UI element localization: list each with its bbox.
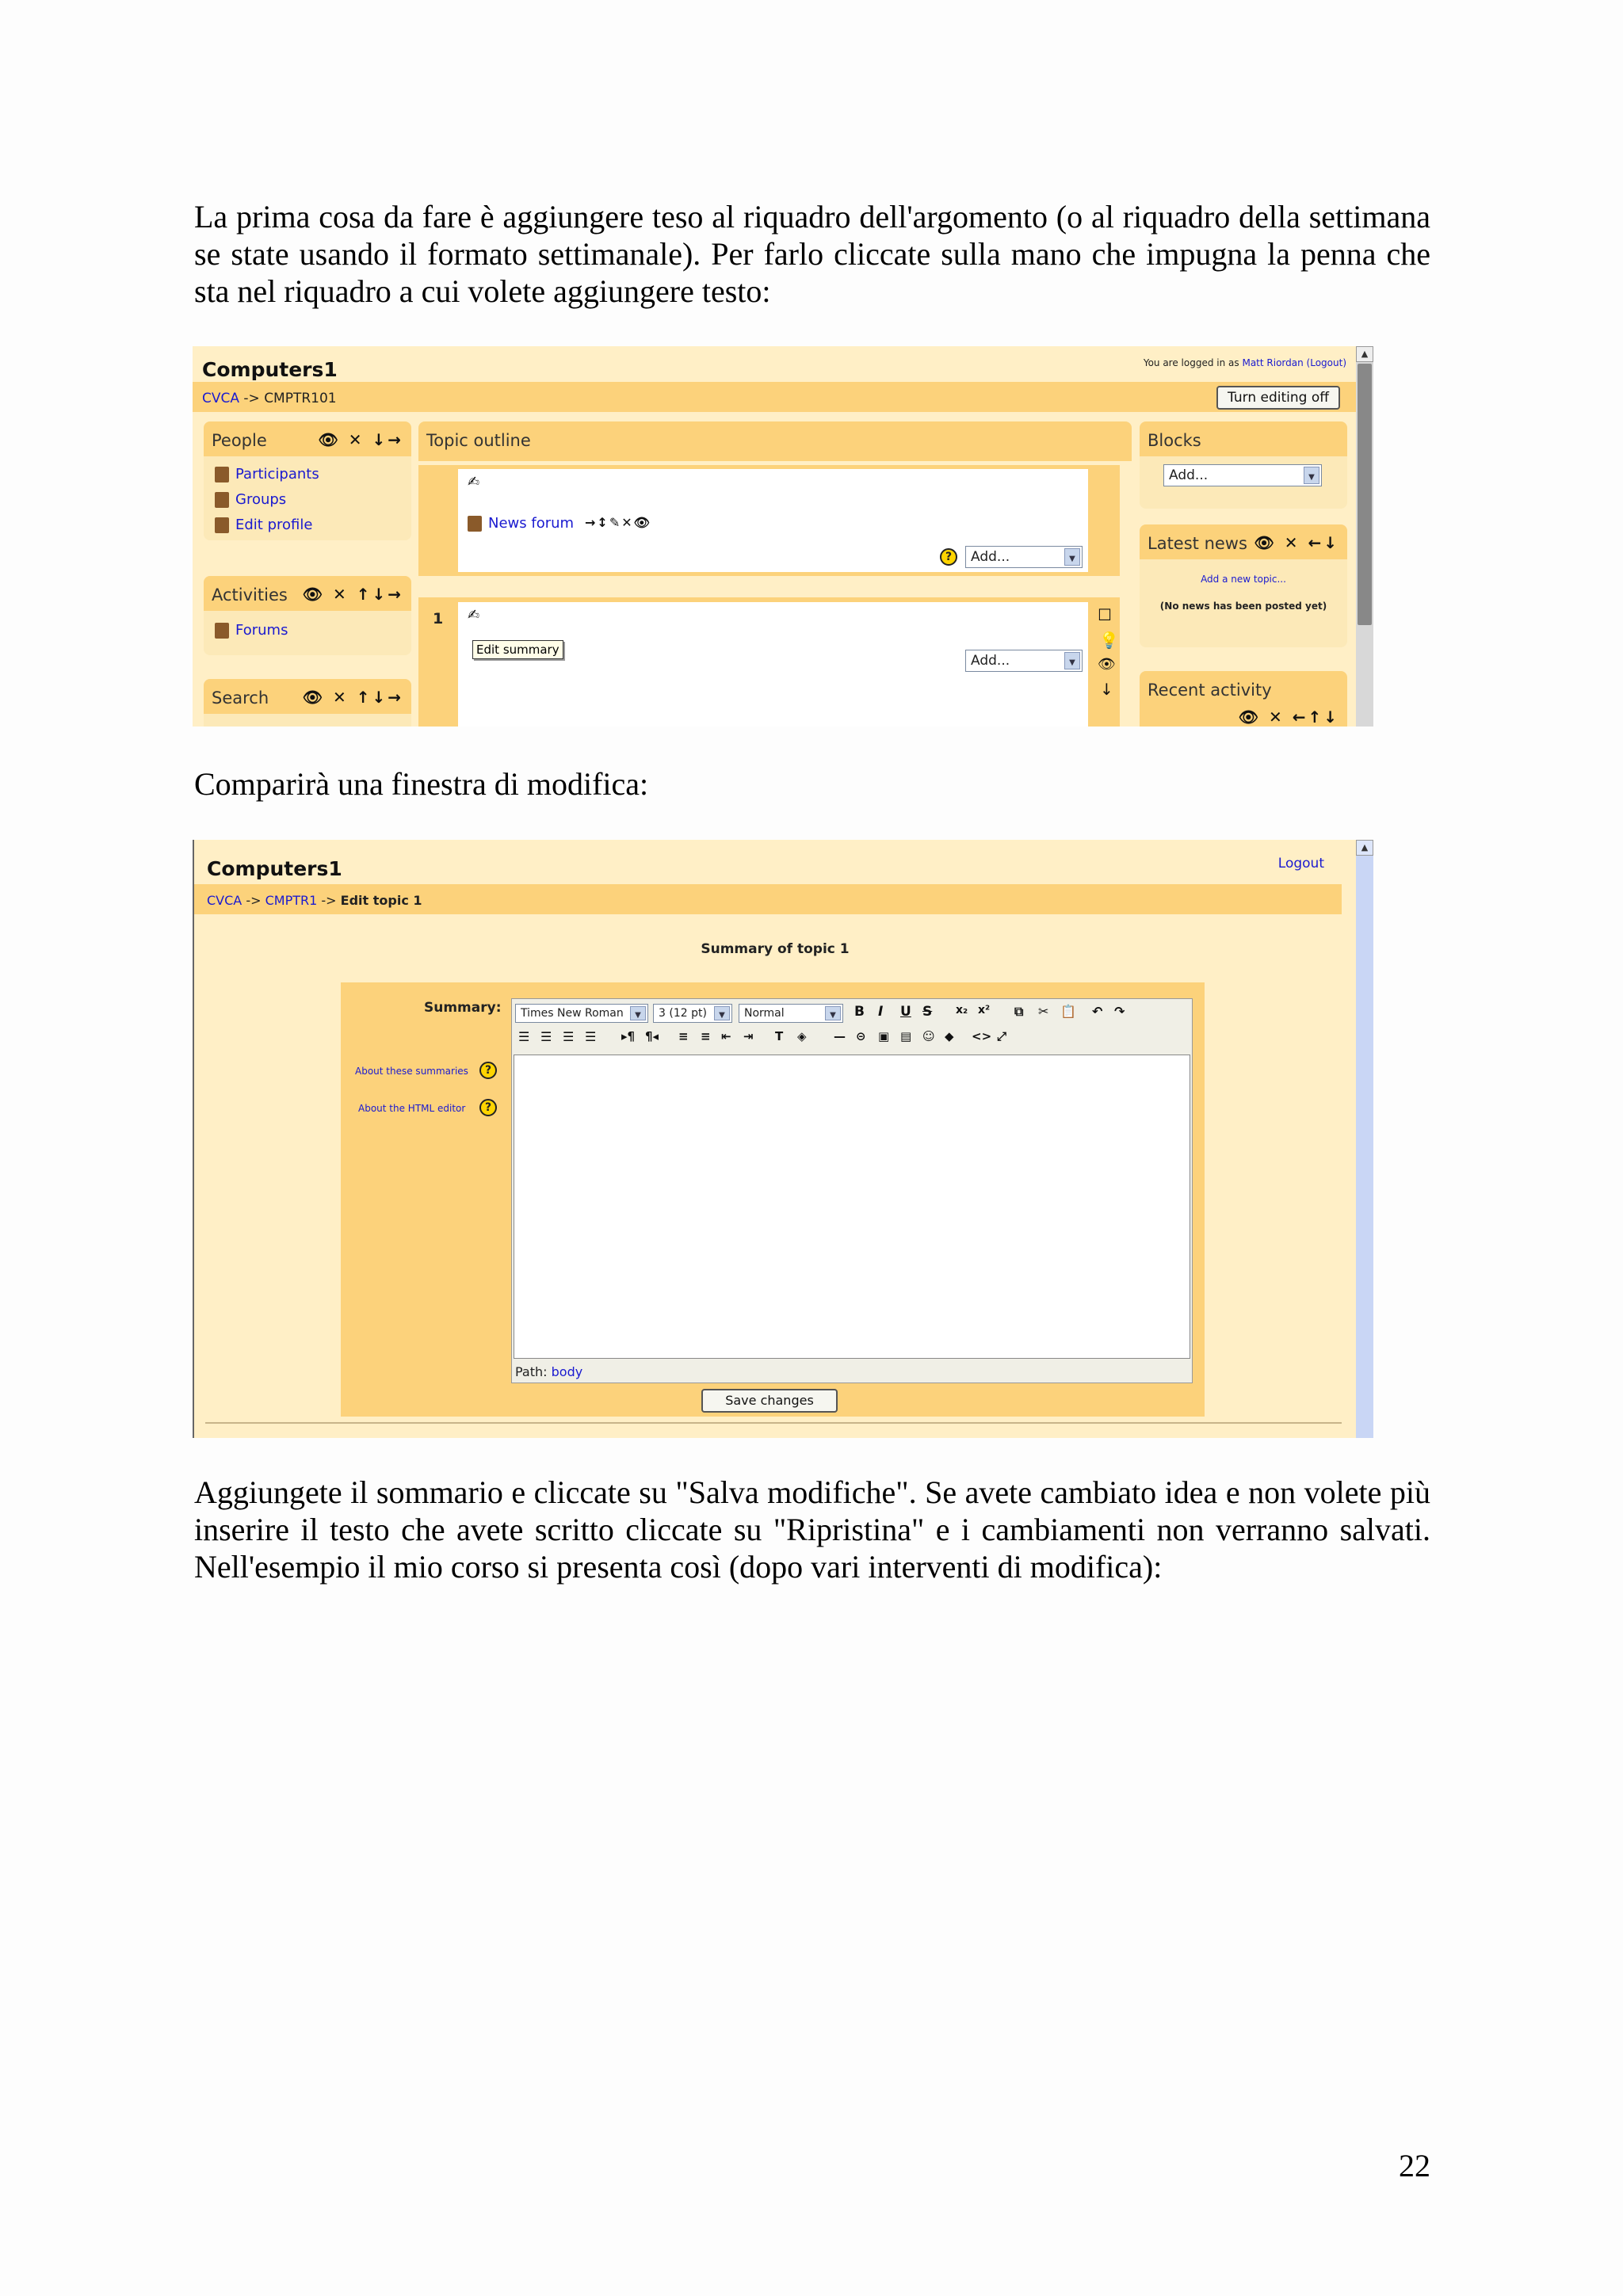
- background-color-icon[interactable]: ◈: [797, 1029, 807, 1043]
- header: [193, 346, 1356, 382]
- strikethrough-icon[interactable]: S: [922, 1004, 933, 1020]
- font-family-select[interactable]: [515, 1004, 648, 1023]
- chevron-down-icon: ▼: [714, 1006, 730, 1020]
- font-size-select-value: 3 (12 pt): [659, 1007, 707, 1020]
- search-block-controls[interactable]: 👁 ✕ ↑↓→: [302, 688, 403, 707]
- news-forum-link[interactable]: [468, 515, 574, 532]
- help-icon[interactable]: ?: [479, 1099, 497, 1116]
- add-activity-select[interactable]: [965, 546, 1083, 568]
- activities-block-header: [204, 576, 411, 611]
- add-activity-select-topic1[interactable]: [965, 650, 1083, 672]
- breadcrumb: [207, 893, 422, 908]
- subscript-icon[interactable]: x₂: [956, 1004, 968, 1016]
- table-icon[interactable]: ▤: [900, 1029, 912, 1043]
- form-title: Summary of topic 1: [701, 941, 850, 957]
- topic-1-row: [418, 597, 1120, 727]
- intro-paragraph: La prima cosa da fare è aggiungere teso al riquadro dell'argomento (o al riquadro della settimana se state usando il formato settimanale). Per farlo cliccate sulla mano che impugna la penna che sta nel riquadro a cui volete aggiungere testo:: [194, 199, 1430, 309]
- page-number: 22: [1399, 2148, 1430, 2183]
- chevron-down-icon: ▼: [1304, 467, 1319, 484]
- logged-in-prefix: You are logged in as: [1143, 357, 1239, 368]
- about-summaries-link[interactable]: About these summaries: [355, 1066, 468, 1077]
- blocks-block-header: [1140, 421, 1347, 456]
- chevron-down-icon: ▼: [1064, 548, 1080, 566]
- unordered-list-icon[interactable]: ≡: [701, 1029, 711, 1043]
- site-title: Computers1: [202, 358, 338, 381]
- paragraph-style-select[interactable]: [739, 1004, 843, 1023]
- ltr-icon[interactable]: ▸¶: [621, 1029, 636, 1043]
- editor-path-bar: [515, 1364, 582, 1379]
- blocks-block-title: Blocks: [1148, 431, 1201, 450]
- scroll-thumb[interactable]: [1358, 364, 1372, 625]
- groups-icon: [215, 492, 229, 508]
- latest-news-header: [1140, 524, 1347, 559]
- align-left-icon[interactable]: ☰: [518, 1029, 530, 1044]
- closing-paragraph: Aggiungete il sommario e cliccate su "Salva modifiche". Se avete cambiato idea e non volete più inserire il testo che avete scritto cliccate su "Ripristina" e i cambiamenti non verranno salvati. Nell'esempio il mio corso si presenta così (dopo vari interventi di modifica):: [194, 1474, 1430, 1585]
- edit-summary-tooltip: Edit summary: [472, 640, 563, 659]
- topic-0-panel: [458, 469, 1088, 572]
- scrollbar[interactable]: [1356, 840, 1373, 1438]
- news-forum-label: News forum: [488, 515, 575, 532]
- image-icon[interactable]: ▣: [878, 1029, 890, 1043]
- add-activity-select-value: Add...: [971, 549, 1010, 565]
- justify-icon[interactable]: ☰: [585, 1029, 597, 1044]
- outdent-icon[interactable]: ⇤: [721, 1029, 731, 1043]
- font-size-select[interactable]: [653, 1004, 732, 1023]
- search-block-header: [204, 679, 411, 714]
- user-link[interactable]: Matt Riordan: [1242, 357, 1304, 368]
- blocks-block: [1140, 421, 1347, 509]
- breadcrumb-home[interactable]: CVCA: [207, 893, 242, 908]
- breadcrumb-bar: [193, 382, 1356, 412]
- add-block-select-value: Add...: [1169, 467, 1209, 483]
- edit-topic-screenshot: [193, 840, 1373, 1438]
- participants-label: Participants: [235, 466, 319, 482]
- news-forum-controls[interactable]: →↕✎✕👁: [585, 515, 651, 530]
- fullscreen-icon[interactable]: ⤢: [997, 1029, 1007, 1043]
- smiley-icon[interactable]: ☺: [922, 1029, 935, 1043]
- latest-news-controls[interactable]: 👁 ✕ ←↓: [1254, 533, 1339, 552]
- breadcrumb-separator: ->: [239, 391, 265, 406]
- italic-icon[interactable]: I: [878, 1004, 884, 1020]
- people-block: [204, 421, 411, 540]
- activities-block-controls[interactable]: 👁 ✕ ↑↓→: [302, 585, 403, 604]
- topic-outline-title: Topic outline: [426, 431, 531, 450]
- save-changes-button[interactable]: Save changes: [701, 1389, 838, 1413]
- breadcrumb-home[interactable]: CVCA: [202, 391, 239, 406]
- breadcrumb-separator: ->: [242, 893, 265, 908]
- news-forum-icon: [468, 516, 482, 532]
- breadcrumb-bar: [194, 884, 1342, 914]
- breadcrumb-current: Edit topic 1: [340, 893, 422, 908]
- path-label: Path:: [515, 1364, 548, 1379]
- breadcrumb-course: CMPTR101: [264, 391, 337, 406]
- edit-profile-link[interactable]: [215, 517, 312, 533]
- logout-link[interactable]: (Logout): [1306, 357, 1346, 368]
- redo-icon[interactable]: ↷: [1114, 1004, 1125, 1019]
- topic-number: 1: [433, 610, 444, 627]
- forums-label: Forums: [235, 622, 288, 639]
- underline-icon[interactable]: U: [900, 1004, 911, 1020]
- link-icon[interactable]: ⊝: [856, 1029, 866, 1043]
- paragraph-style-select-value: Normal: [744, 1007, 785, 1020]
- recent-activity-header: [1140, 671, 1347, 727]
- chevron-down-icon: ▼: [1064, 652, 1080, 669]
- highlight-icon[interactable]: ☐: [1098, 605, 1112, 624]
- scroll-up-icon[interactable]: ▲: [1356, 346, 1373, 362]
- groups-link[interactable]: [215, 491, 286, 508]
- course-page-screenshot: [193, 346, 1373, 727]
- bold-icon[interactable]: B: [854, 1004, 865, 1020]
- edit-profile-label: Edit profile: [235, 517, 313, 533]
- edit-summary-pen-icon[interactable]: ✍: [468, 607, 480, 624]
- lightbulb-icon[interactable]: 💡: [1099, 631, 1119, 650]
- path-value[interactable]: body: [551, 1364, 583, 1379]
- latest-news-block: [1140, 524, 1347, 647]
- ordered-list-icon[interactable]: ≡: [678, 1029, 689, 1043]
- caption-paragraph: Comparirà una finestra di modifica:: [194, 766, 649, 802]
- activities-block-title: Activities: [212, 585, 288, 605]
- copy-icon[interactable]: ⧉: [1014, 1004, 1024, 1019]
- superscript-icon[interactable]: x²: [978, 1004, 991, 1016]
- chevron-down-icon: ▼: [825, 1006, 841, 1020]
- move-down-icon[interactable]: ↓: [1100, 680, 1113, 699]
- participants-link[interactable]: [215, 466, 319, 482]
- recent-activity-title: Recent activity: [1148, 681, 1272, 700]
- editor-toolbar-1: [514, 1001, 1190, 1024]
- search-block: [204, 679, 411, 727]
- scrollbar[interactable]: [1356, 346, 1373, 727]
- people-block-controls[interactable]: 👁 ✕ ↓→: [318, 430, 403, 449]
- header: [194, 840, 1356, 879]
- add-activity-select-topic1-value: Add...: [971, 653, 1010, 669]
- edit-pen-icon[interactable]: ✍: [468, 474, 480, 490]
- align-right-icon[interactable]: ☰: [563, 1029, 575, 1044]
- add-block-select[interactable]: [1163, 464, 1322, 486]
- eye-icon[interactable]: 👁: [1098, 656, 1116, 673]
- summary-label: Summary:: [424, 1000, 502, 1016]
- paste-icon[interactable]: 📋: [1060, 1004, 1076, 1019]
- edit-summary-form: [341, 982, 1205, 1417]
- participants-icon: [215, 467, 229, 482]
- scroll-up-icon[interactable]: ▲: [1356, 840, 1373, 856]
- help-icon[interactable]: ?: [479, 1062, 497, 1079]
- logout-link[interactable]: Logout: [1277, 856, 1324, 871]
- font-family-select-value: Times New Roman: [521, 1007, 624, 1020]
- divider: [205, 1422, 1342, 1424]
- recent-activity-block: [1140, 671, 1347, 727]
- people-block-header: [204, 421, 411, 456]
- help-icon[interactable]: ?: [940, 548, 957, 566]
- site-title: Computers1: [207, 857, 342, 880]
- about-html-editor-link[interactable]: About the HTML editor: [358, 1103, 466, 1114]
- cut-icon[interactable]: ✂: [1038, 1004, 1049, 1019]
- text-color-icon[interactable]: T: [775, 1029, 784, 1043]
- align-center-icon[interactable]: ☰: [540, 1029, 552, 1044]
- latest-news-title: Latest news: [1148, 534, 1247, 553]
- chevron-down-icon: ▼: [630, 1006, 646, 1020]
- summary-text-area[interactable]: [514, 1055, 1190, 1359]
- forums-icon: [215, 623, 229, 639]
- login-info: [1144, 357, 1346, 368]
- add-news-topic-link[interactable]: Add a new topic...: [1201, 574, 1286, 585]
- rtl-icon[interactable]: ¶◂: [645, 1029, 659, 1043]
- groups-label: Groups: [235, 491, 287, 508]
- topic-0-row: [418, 465, 1120, 576]
- html-editor: [511, 998, 1193, 1383]
- undo-icon[interactable]: ↶: [1092, 1004, 1103, 1019]
- breadcrumb-course[interactable]: CMPTR1: [265, 893, 318, 908]
- edit-profile-icon: [215, 517, 229, 533]
- no-news-message: (No news has been posted yet): [1159, 601, 1327, 612]
- horizontal-rule-icon[interactable]: —: [834, 1029, 846, 1043]
- breadcrumb-separator-2: ->: [317, 893, 341, 908]
- topic-1-panel: [458, 602, 1088, 727]
- topic-outline-header: [418, 421, 1132, 461]
- activities-block: [204, 576, 411, 655]
- special-char-icon[interactable]: ◆: [945, 1029, 954, 1043]
- recent-activity-controls[interactable]: 👁 ✕ ←↑↓: [1238, 707, 1339, 727]
- search-block-title: Search: [212, 688, 269, 707]
- breadcrumb: [202, 391, 337, 406]
- forums-link[interactable]: [215, 622, 288, 639]
- turn-editing-off-button[interactable]: Turn editing off: [1216, 386, 1340, 410]
- people-block-title: People: [212, 431, 267, 450]
- editor-toolbar-2: [514, 1026, 1190, 1050]
- indent-icon[interactable]: ⇥: [743, 1029, 754, 1043]
- html-source-icon[interactable]: <>: [972, 1029, 992, 1043]
